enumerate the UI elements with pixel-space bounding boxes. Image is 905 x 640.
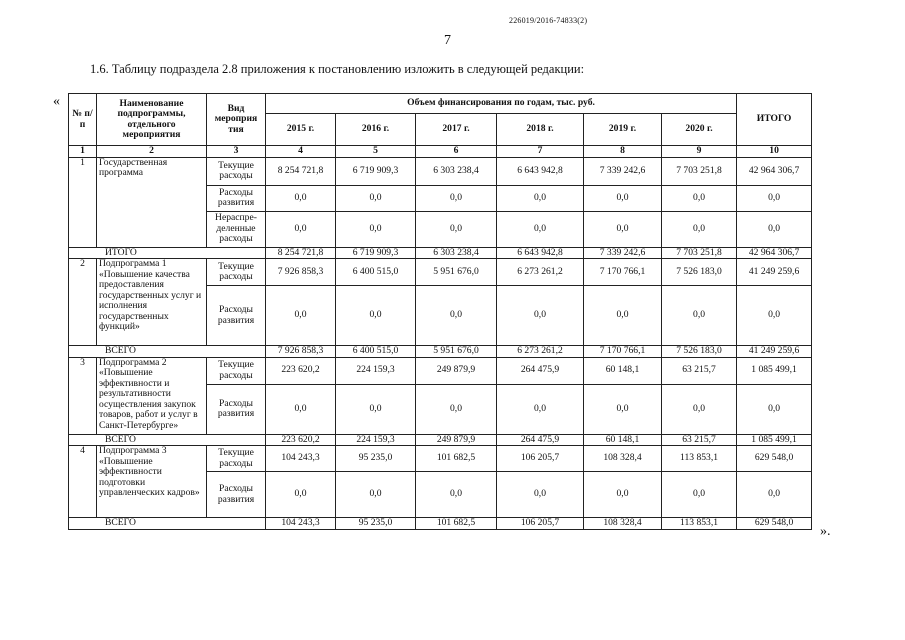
- total-row: [69, 247, 812, 259]
- header-year: 2017 г.: [416, 114, 497, 146]
- value-cell: 63 215,7: [662, 357, 737, 384]
- value-cell: 0,0: [662, 384, 737, 434]
- total-value: 264 475,9: [497, 434, 584, 446]
- header-vid: Вид мероприя тия: [207, 94, 266, 146]
- value-cell: 0,0: [266, 185, 336, 211]
- total-value: 223 620,2: [266, 434, 336, 446]
- value-cell: 106 205,7: [497, 446, 584, 472]
- value-cell: 0,0: [584, 472, 662, 518]
- total-label: ИТОГО: [69, 247, 266, 259]
- column-index-row: [69, 146, 812, 158]
- value-cell: 0,0: [737, 286, 812, 346]
- total-value: 6 273 261,2: [497, 346, 584, 358]
- header-year: 2020 г.: [662, 114, 737, 146]
- total-value: 41 249 259,6: [737, 346, 812, 358]
- column-index: 2: [97, 146, 207, 158]
- value-cell: 60 148,1: [584, 357, 662, 384]
- expense-type: Текущие расходы: [207, 157, 266, 185]
- header-year: 2018 г.: [497, 114, 584, 146]
- value-cell: 6 400 515,0: [336, 259, 416, 286]
- column-index: 4: [266, 146, 336, 158]
- value-cell: 42 964 306,7: [737, 157, 812, 185]
- total-value: 63 215,7: [662, 434, 737, 446]
- total-value: 6 303 238,4: [416, 247, 497, 259]
- expense-type: Расходы развития: [207, 185, 266, 211]
- value-cell: 6 303 238,4: [416, 157, 497, 185]
- header-total: ИТОГО: [737, 94, 812, 146]
- value-cell: 0,0: [266, 384, 336, 434]
- header-year: 2019 г.: [584, 114, 662, 146]
- value-cell: 7 339 242,6: [584, 157, 662, 185]
- value-cell: 249 879,9: [416, 357, 497, 384]
- total-value: 249 879,9: [416, 434, 497, 446]
- total-value: 7 703 251,8: [662, 247, 737, 259]
- value-cell: 8 254 721,8: [266, 157, 336, 185]
- total-value: 101 682,5: [416, 518, 497, 530]
- value-cell: 0,0: [336, 211, 416, 247]
- total-value: 7 526 183,0: [662, 346, 737, 358]
- value-cell: 0,0: [497, 211, 584, 247]
- total-value: 6 719 909,3: [336, 247, 416, 259]
- expense-type: Расходы развития: [207, 472, 266, 518]
- total-value: 7 339 242,6: [584, 247, 662, 259]
- expense-type: Расходы развития: [207, 286, 266, 346]
- intro-paragraph: 1.6. Таблицу подраздела 2.8 приложения к постановлению изложить в следующей редакции:: [90, 62, 585, 76]
- column-index: 3: [207, 146, 266, 158]
- value-cell: 7 526 183,0: [662, 259, 737, 286]
- value-cell: 0,0: [737, 211, 812, 247]
- total-label: ВСЕГО: [69, 518, 266, 530]
- value-cell: 0,0: [584, 185, 662, 211]
- value-cell: 0,0: [584, 211, 662, 247]
- value-cell: 95 235,0: [336, 446, 416, 472]
- header-year: 2016 г.: [336, 114, 416, 146]
- total-value: 95 235,0: [336, 518, 416, 530]
- header-num: № п/п: [69, 94, 97, 146]
- column-index: 10: [737, 146, 812, 158]
- column-index: 8: [584, 146, 662, 158]
- financing-table: [68, 93, 812, 530]
- value-cell: 0,0: [662, 185, 737, 211]
- value-cell: 0,0: [497, 286, 584, 346]
- value-cell: 223 620,2: [266, 357, 336, 384]
- value-cell: 0,0: [497, 472, 584, 518]
- row-number: 1: [69, 157, 97, 247]
- total-value: 6 400 515,0: [336, 346, 416, 358]
- value-cell: 108 328,4: [584, 446, 662, 472]
- total-value: 6 643 942,8: [497, 247, 584, 259]
- value-cell: 0,0: [336, 384, 416, 434]
- value-cell: 0,0: [266, 286, 336, 346]
- total-label: ВСЕГО: [69, 346, 266, 358]
- value-cell: 0,0: [662, 211, 737, 247]
- table-row: [69, 446, 812, 472]
- total-value: 108 328,4: [584, 518, 662, 530]
- total-value: 113 853,1: [662, 518, 737, 530]
- value-cell: 0,0: [266, 211, 336, 247]
- row-number: 3: [69, 357, 97, 434]
- expense-type: Нераспре-деленные расходы: [207, 211, 266, 247]
- value-cell: 104 243,3: [266, 446, 336, 472]
- value-cell: 6 273 261,2: [497, 259, 584, 286]
- value-cell: 6 643 942,8: [497, 157, 584, 185]
- total-value: 224 159,3: [336, 434, 416, 446]
- expense-type: Текущие расходы: [207, 446, 266, 472]
- column-index: 7: [497, 146, 584, 158]
- header-name: Наименование подпрограммы, отдельного мероприятия: [97, 94, 207, 146]
- value-cell: 113 853,1: [662, 446, 737, 472]
- total-value: 60 148,1: [584, 434, 662, 446]
- value-cell: 5 951 676,0: [416, 259, 497, 286]
- value-cell: 0,0: [416, 286, 497, 346]
- total-value: 1 085 499,1: [737, 434, 812, 446]
- value-cell: 7 926 858,3: [266, 259, 336, 286]
- value-cell: 629 548,0: [737, 446, 812, 472]
- table-row: [69, 259, 812, 286]
- value-cell: 0,0: [584, 286, 662, 346]
- value-cell: 0,0: [737, 472, 812, 518]
- opening-quote: «: [53, 94, 60, 109]
- program-name: Подпрограмма 2 «Повышение эффективности и результативности осуществления закупок товаров, работ и услуг в Санкт-Петербурге»: [97, 357, 207, 434]
- value-cell: 0,0: [416, 472, 497, 518]
- expense-type: Расходы развития: [207, 384, 266, 434]
- program-name: Подпрограмма 3 «Повышение эффективности подготовки управленческих кадров»: [97, 446, 207, 518]
- column-index: 9: [662, 146, 737, 158]
- value-cell: 0,0: [584, 384, 662, 434]
- total-label: ВСЕГО: [69, 434, 266, 446]
- total-value: 104 243,3: [266, 518, 336, 530]
- value-cell: 101 682,5: [416, 446, 497, 472]
- value-cell: 0,0: [416, 185, 497, 211]
- program-name: Подпрограмма 1 «Повышение качества предоставления государственных услуг и исполнения государственных функций»: [97, 259, 207, 346]
- value-cell: 7 170 766,1: [584, 259, 662, 286]
- row-number: 2: [69, 259, 97, 346]
- value-cell: 0,0: [266, 472, 336, 518]
- total-row: [69, 346, 812, 358]
- value-cell: 0,0: [497, 384, 584, 434]
- total-value: 629 548,0: [737, 518, 812, 530]
- column-index: 1: [69, 146, 97, 158]
- value-cell: 0,0: [336, 472, 416, 518]
- total-value: 7 170 766,1: [584, 346, 662, 358]
- value-cell: 224 159,3: [336, 357, 416, 384]
- expense-type: Текущие расходы: [207, 259, 266, 286]
- page-number: 7: [444, 33, 451, 48]
- value-cell: 0,0: [416, 211, 497, 247]
- table-row: [69, 157, 812, 185]
- value-cell: 0,0: [662, 286, 737, 346]
- total-value: 106 205,7: [497, 518, 584, 530]
- value-cell: 0,0: [336, 185, 416, 211]
- expense-type: Текущие расходы: [207, 357, 266, 384]
- total-value: 8 254 721,8: [266, 247, 336, 259]
- total-row: [69, 434, 812, 446]
- row-number: 4: [69, 446, 97, 518]
- value-cell: 6 719 909,3: [336, 157, 416, 185]
- value-cell: 1 085 499,1: [737, 357, 812, 384]
- value-cell: 0,0: [737, 384, 812, 434]
- closing-quote: ».: [820, 524, 831, 539]
- column-index: 6: [416, 146, 497, 158]
- value-cell: 0,0: [497, 185, 584, 211]
- value-cell: 41 249 259,6: [737, 259, 812, 286]
- header-year: 2015 г.: [266, 114, 336, 146]
- total-row: [69, 518, 812, 530]
- value-cell: 0,0: [416, 384, 497, 434]
- value-cell: 264 475,9: [497, 357, 584, 384]
- document-id: 226019/2016-74833(2): [509, 16, 588, 25]
- header-financing-group: Объем финансирования по годам, тыс. руб.: [266, 94, 737, 114]
- total-value: 7 926 858,3: [266, 346, 336, 358]
- table-row: [69, 357, 812, 384]
- program-name: Государственная программа: [97, 157, 207, 247]
- column-index: 5: [336, 146, 416, 158]
- total-value: 42 964 306,7: [737, 247, 812, 259]
- value-cell: 0,0: [336, 286, 416, 346]
- value-cell: 0,0: [737, 185, 812, 211]
- total-value: 5 951 676,0: [416, 346, 497, 358]
- value-cell: 0,0: [662, 472, 737, 518]
- value-cell: 7 703 251,8: [662, 157, 737, 185]
